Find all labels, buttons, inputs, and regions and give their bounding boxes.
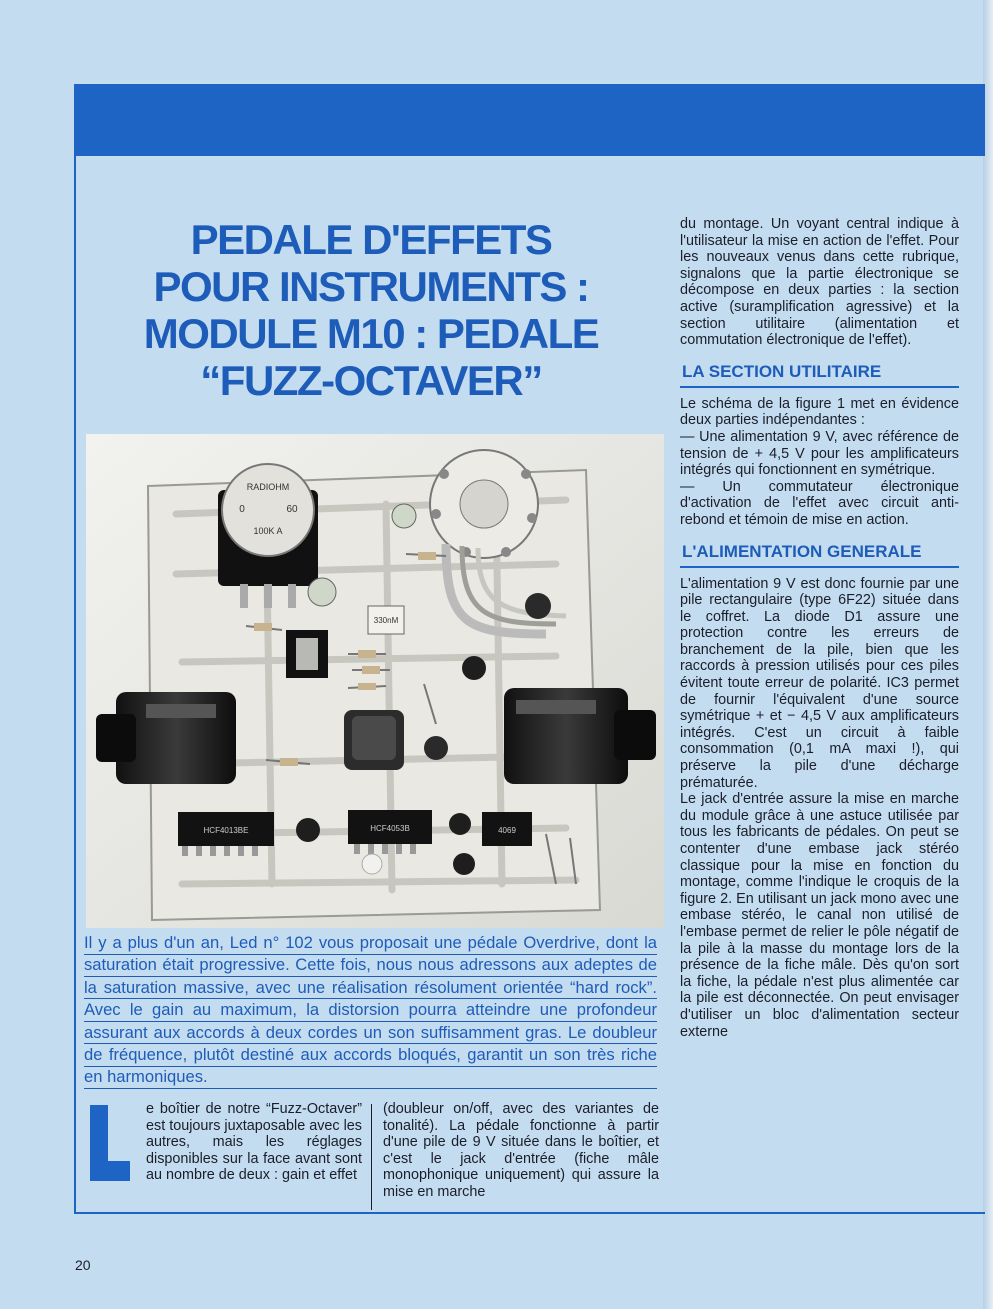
body-column-2	[383, 1101, 659, 1201]
header-band	[74, 84, 985, 156]
column-3-paragraph-3: — Une alimentation 9 V, avec référence de tension de + 4,5 V pour les amplificateurs intégrés qui fonctionnent en symétrique.	[680, 428, 959, 479]
capacitor-label: 330nM	[373, 616, 399, 625]
body-column-1	[84, 1101, 362, 1184]
column-divider	[371, 1104, 372, 1210]
pot-brand-label: RADIOHM	[246, 482, 290, 492]
column-3-paragraph-2: Le schéma de la figure 1 met en évidence deux parties indépendantes :	[680, 395, 959, 429]
title-line-3: MODULE M10 : PEDALE	[143, 310, 599, 357]
title-line-4: “FUZZ-OCTAVER”	[200, 357, 542, 404]
column-3-paragraph-6: Le jack d'entrée assure la mise en marche du module grâce à une astuce utilisée par tous les fabricants de pédales. On peut se contenter d'une embase jack stéréo classique pour la mise en fonction du montage, comme l'indique le croquis de la figure 2. En utilisant un jack mono avec une embase stéréo, le canal non utilisé de l'embase permet de relier le pôle négatif de la pile à la masse du montage lors de la présence de la fiche mâle. Dès qu'on sort la fiche, la pédale n'est plus alimentée car la pile est déconnectée. On peut envisager d'utiliser un bloc d'alimentation secteur externe	[680, 791, 959, 1040]
intro-paragraph	[84, 932, 657, 1089]
pot-scale-b: 60	[286, 504, 298, 515]
input-jack	[96, 692, 236, 784]
ic-left	[178, 812, 274, 846]
ic-right-label: 4069	[498, 826, 516, 835]
ic-middle-label: HCF4053B	[370, 824, 410, 833]
circuit-board-photo	[86, 434, 664, 928]
column-2-text: (doubleur on/off, avec des variantes de tonalité). La pédale fonctionne à partir d'une pile de 9 V située dans le boîtier, et c'est le jack d'entrée (fiche mâle monophonique uniquement) qui assure la mise en marche	[383, 1101, 659, 1200]
pot-scale-a: 0	[239, 504, 245, 515]
column-1-text: e boîtier de notre “Fuzz-Octaver” est toujours juxtaposable avec les autres, mais les réglages disponibles sur la face avant sont au nombre de deux : gain et effet	[146, 1101, 362, 1184]
ic-right	[482, 812, 532, 846]
title-line-1: PEDALE D'EFFETS	[190, 216, 552, 263]
intro-text: Il y a plus d'un an, Led n° 102 vous proposait une pédale Overdrive, dont la saturation était progressive. Cette fois, nous nous adressons aux adeptes de la saturation massive, avec une réalisation résolument orientée “hard rock”. Avec le gain au maximum, la distorsion pourra atteindre une profondeur assurant aux accords à deux cordes un son suffisamment gras. Le doubleur de fréquence, plutôt destiné aux accords bloqués, garantit un son très riche en harmoniques.	[84, 933, 657, 1087]
article-title	[86, 216, 656, 404]
section-heading-utilitaire: LA SECTION UTILITAIRE	[680, 361, 959, 388]
column-3-paragraph-5: L'alimentation 9 V est donc fournie par une pile rectangulaire (type 6F22) située dans le coffret. La diode D1 assure une protection contre les erreurs de branchement de la pile, bien que les raccords à pression utilisés pour ces piles évitent toute erreur de polarité. IC3 permet de fournir l'équivalent d'une source symétrique + et − 4,5 V aux amplificateurs intégrés. C'est un circuit à faible consommation (0,1 mA maxi !), qui préserve la pile d'une décharge prématurée.	[680, 575, 959, 791]
dropcap-letter	[90, 1105, 130, 1181]
body-column-3	[680, 216, 959, 1040]
led	[362, 854, 382, 874]
pot-value-label: 100K A	[253, 526, 283, 536]
column-3-paragraph-1: du montage. Un voyant central indique à l'utilisateur la mise en action de l'effet. Pour les nouveaux venus dans cette rubrique, signalons que la partie électronique se décompose en deux parties : la section active (suramplification agressive) et la section utilitaire (alimentation et commutation électronique de l'effet).	[680, 216, 959, 349]
section-heading-alimentation: L'ALIMENTATION GENERALE	[680, 541, 959, 568]
ic-middle	[348, 810, 432, 844]
column-3-paragraph-4: — Un commutateur électronique d'activation de l'effet avec circuit anti-rebond et témoin de mise en action.	[680, 478, 959, 528]
ic-left-label: HCF4013BE	[203, 826, 249, 835]
page-number: 20	[75, 1257, 91, 1273]
title-line-2: POUR INSTRUMENTS :	[153, 263, 589, 310]
rotary-switch	[430, 450, 538, 558]
